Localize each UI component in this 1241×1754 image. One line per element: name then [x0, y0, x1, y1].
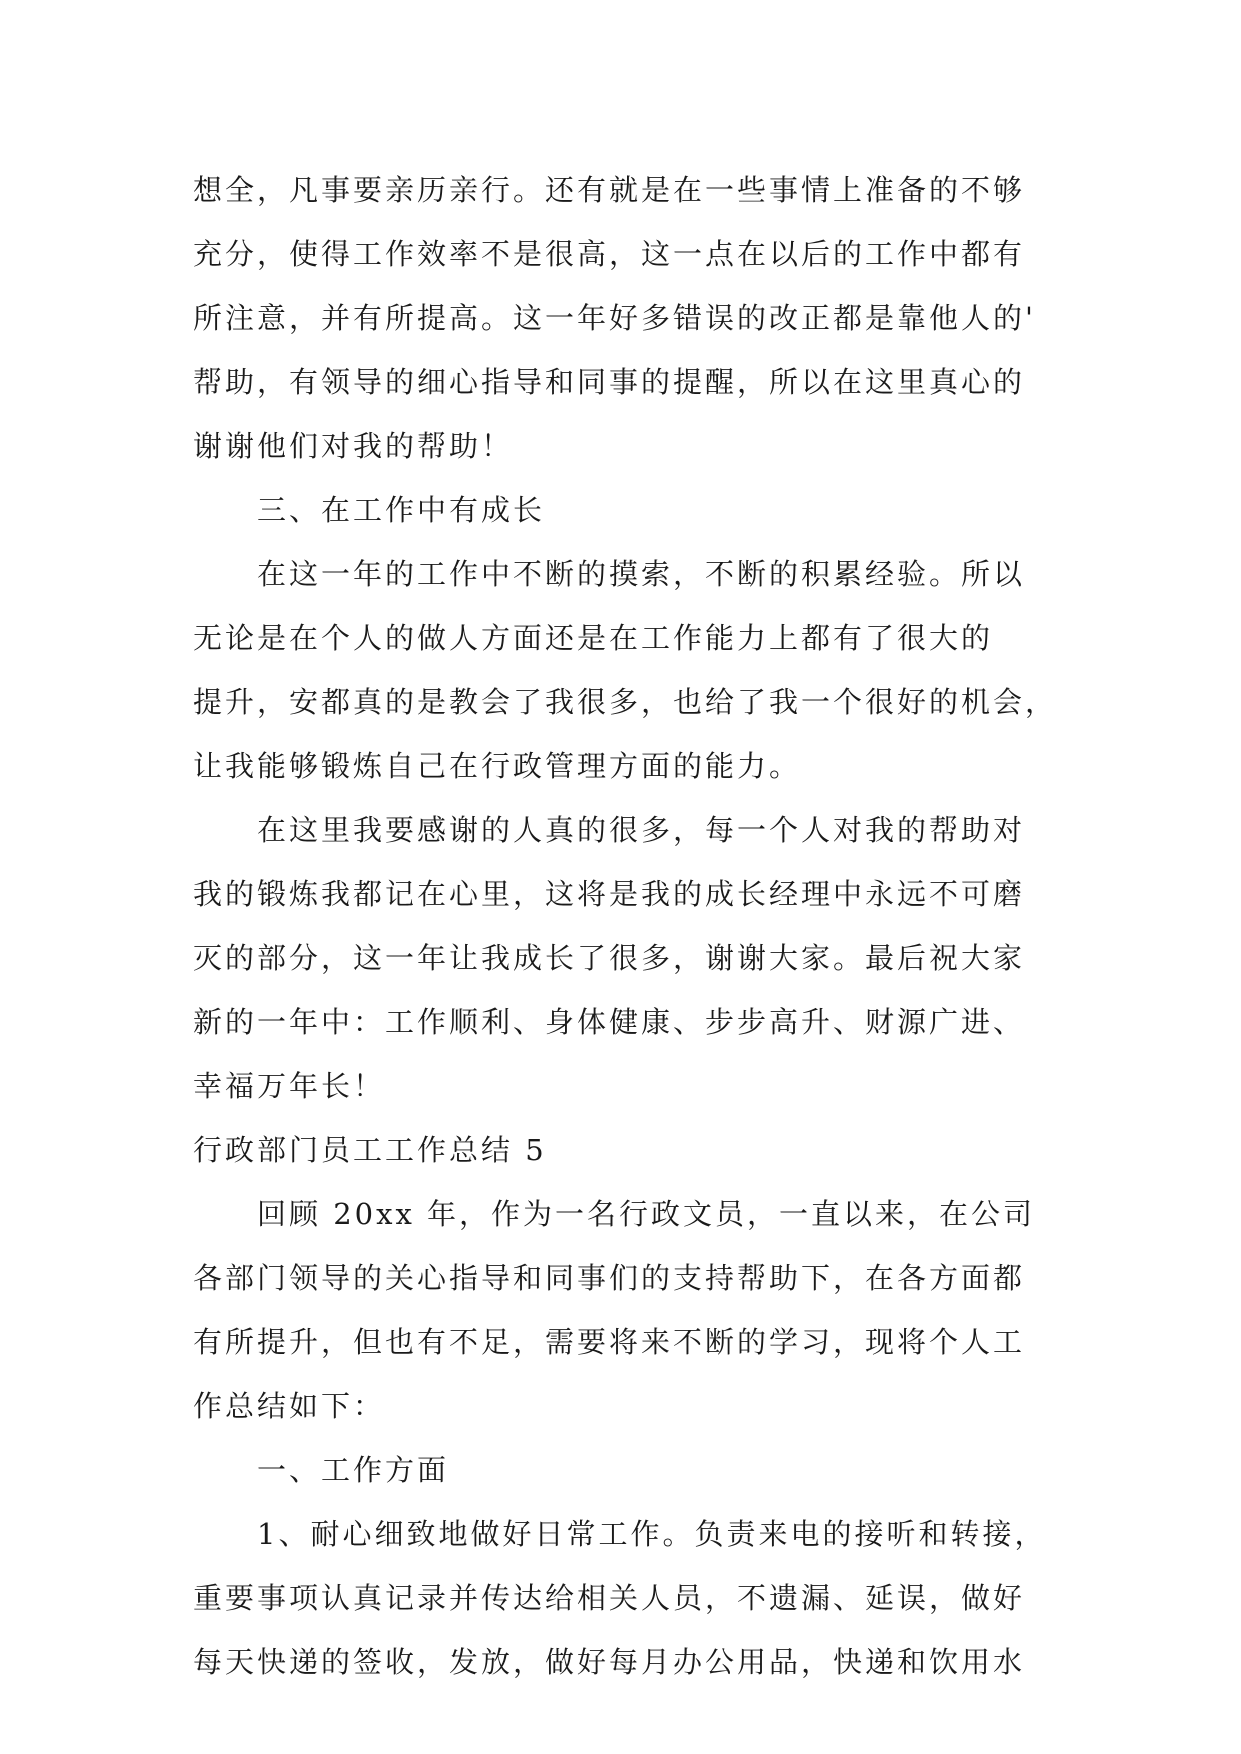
paragraph-start-line: 在这里我要感谢的人真的很多，每一个人对我的帮助对: [257, 813, 1026, 847]
text-line: 有所提升，但也有不足，需要将来不断的学习，现将个人工: [193, 1325, 1026, 1359]
section-heading: 三、在工作中有成长: [257, 493, 546, 527]
text-line: 想全，凡事要亲历亲行。还有就是在一些事情上准备的不够: [193, 173, 1026, 207]
text-line: 谢谢他们对我的帮助！: [193, 429, 514, 463]
document-title: 行政部门员工工作总结 5: [193, 1133, 547, 1167]
text-line: 所注意，并有所提高。这一年好多错误的改正都是靠他人的': [193, 301, 1036, 335]
text-line: 提升，安都真的是教会了我很多，也给了我一个很好的机会，: [193, 685, 1058, 719]
text-line: 新的一年中：工作顺利、身体健康、步步高升、财源广进、: [193, 1005, 1026, 1039]
text-line: 重要事项认真记录并传达给相关人员，不遗漏、延误，做好: [193, 1581, 1026, 1615]
section-heading: 一、工作方面: [257, 1453, 450, 1487]
text-line: 无论是在个人的做人方面还是在工作能力上都有了很大的: [193, 621, 994, 655]
text-line: 我的锻炼我都记在心里，这将是我的成长经理中永远不可磨: [193, 877, 1026, 911]
text-line: 各部门领导的关心指导和同事们的支持帮助下，在各方面都: [193, 1261, 1026, 1295]
paragraph-start-line: 1、耐心细致地做好日常工作。负责来电的接听和转接，: [257, 1517, 1047, 1551]
text-line: 充分，使得工作效率不是很高，这一点在以后的工作中都有: [193, 237, 1026, 271]
text-line: 每天快递的签收，发放，做好每月办公用品，快递和饮用水: [193, 1645, 1026, 1679]
text-line: 幸福万年长！: [193, 1069, 386, 1103]
text-line: 作总结如下：: [193, 1389, 386, 1423]
paragraph-start-line: 在这一年的工作中不断的摸索，不断的积累经验。所以: [257, 557, 1026, 591]
paragraph-start-line: 回顾 20xx 年，作为一名行政文员，一直以来，在公司: [257, 1197, 1036, 1231]
text-line: 让我能够锻炼自己在行政管理方面的能力。: [193, 749, 802, 783]
text-line: 帮助，有领导的细心指导和同事的提醒，所以在这里真心的: [193, 365, 1026, 399]
text-line: 灭的部分，这一年让我成长了很多，谢谢大家。最后祝大家: [193, 941, 1026, 975]
